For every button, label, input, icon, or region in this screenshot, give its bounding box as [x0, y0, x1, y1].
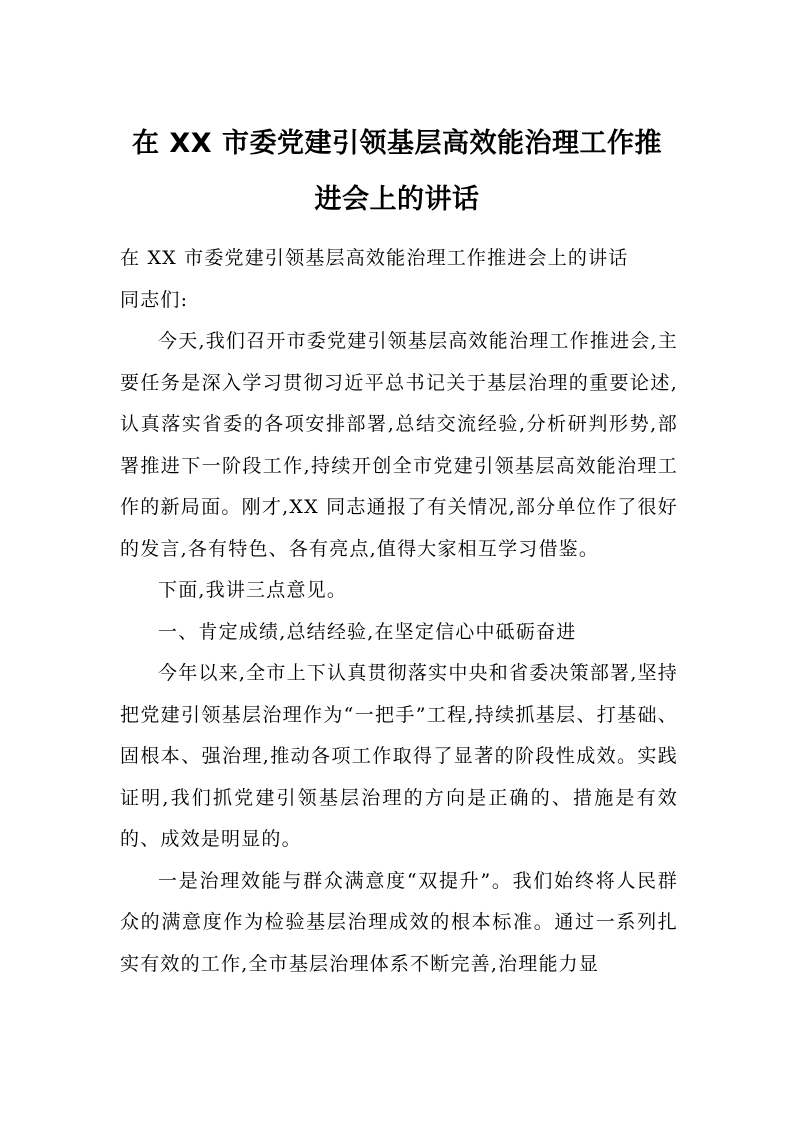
- section-heading-1: 一、肯定成绩,总结经验,在坚定信心中砥砺奋进: [158, 620, 577, 643]
- achievements-paragraph: 今年以来,全市上下认真贯彻落实中央和省委决策部署,坚持把党建引领基层治理作为“一把手”工程,持续抓基层、打基础、固根本、强治理,推动各项工作取得了显著的阶段性成效。实践证明,我们抓党建引领基层治理的方向是正确的、措施是有效的、成效是明显的。: [120, 662, 678, 850]
- title-line-1: 在 XX 市委党建引领基层高效能治理工作推: [132, 128, 662, 159]
- outline-paragraph: 下面,我讲三点意见。: [158, 579, 348, 601]
- point-one-paragraph: 一是治理效能与群众满意度“双提升”。我们始终将人民群众的满意度作为检验基层治理成效的根本标准。通过一系列扎实有效的工作,全市基层治理体系不断完善,治理能力显: [120, 869, 678, 975]
- opening-paragraph: 今天,我们召开市委党建引领基层高效能治理工作推进会,主要任务是深入学习贯彻习近平总书记关于基层治理的重要论述,认真落实省委的各项安排部署,总结交流经验,分析研判形势,部署推进下一阶段工作,持续开创全市党建引领基层高效能治理工作的新局面。刚才,XX 同志通报了有关情况,部分单位作了很好的发言,各有特色、各有亮点,值得大家相互学习借鉴。: [120, 330, 678, 560]
- salutation-paragraph: 同志们:: [120, 288, 189, 311]
- document-body: [120, 238, 678, 985]
- title-line-2: 进会上的讲话: [314, 184, 480, 215]
- document-title: [112, 116, 682, 228]
- subtitle-paragraph: 在 XX 市委党建引领基层高效能治理工作推进会上的讲话: [120, 247, 629, 269]
